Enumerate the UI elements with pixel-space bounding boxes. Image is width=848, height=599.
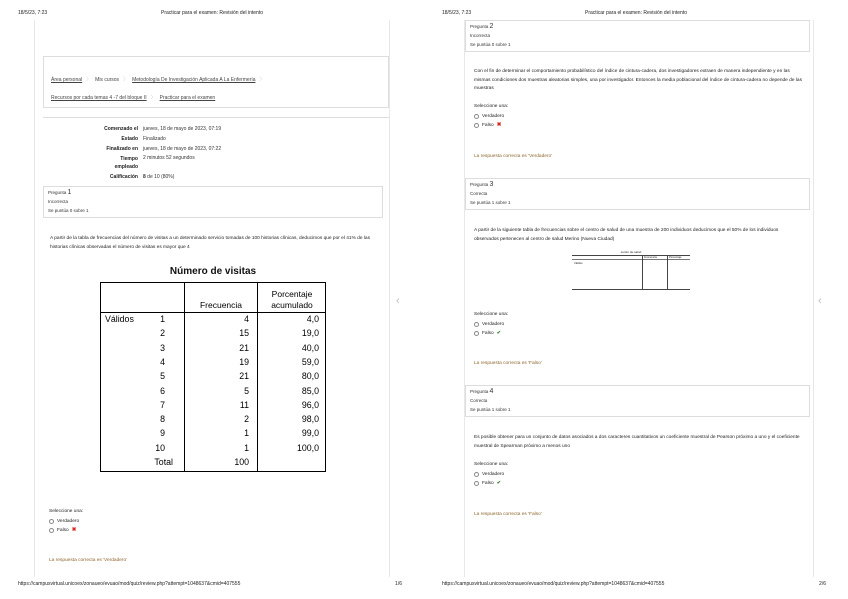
table-cell-frequency: 1 <box>244 442 249 453</box>
feedback: La respuesta correcta es 'Verdadero' <box>49 558 128 563</box>
radio-button[interactable] <box>49 528 54 533</box>
page-number: 1/6 <box>395 581 402 587</box>
table-divider <box>101 312 325 313</box>
question-text: A partir de la tabla de frecuencias del número de visitas a un determinado servicio tomadas de 100 historias clínicas, deducimos que por el 41% de las historias clínicas observadas el número de visitas es mayor que 4 <box>50 236 370 250</box>
summary-key: Calificación <box>109 174 138 180</box>
question-text: Es posible obtener para un conjunto de datos asociados a dos caracteres cuantitativos un coeficiente muestral de Pearson próximo a uno y el coeficiente muestral de Spearman próximo a menos uno <box>474 435 800 449</box>
print-title: Practicar para el examen: Revisión del intento <box>585 10 687 16</box>
table-cell-percent: 85,0 <box>301 385 319 396</box>
question-info <box>43 186 383 218</box>
col-header-frequency: Frecuencia <box>199 300 243 310</box>
breadcrumb-quiz[interactable]: Practicar para el examen <box>159 95 216 101</box>
print-url: https://campusvirtual.unicoex/zonaueo/evuao/mod/quiz/review.php?attempt=1048637&cmid=407555 <box>18 581 241 587</box>
option-false[interactable]: Falso ✔ <box>474 329 508 339</box>
question-info <box>465 385 810 417</box>
select-label: Seleccione una: <box>474 462 509 467</box>
correct-icon: ✔ <box>496 480 501 486</box>
correct-icon: ✔ <box>496 330 501 336</box>
question-number: Pregunta 3 <box>470 181 494 188</box>
select-label: Seleccione una: <box>474 312 509 317</box>
question-mark: Se puntúa 1 sobre 1 <box>470 407 511 412</box>
question-number: Pregunta 1 <box>48 189 72 196</box>
table-cell-value: 1 <box>160 314 165 324</box>
radio-button[interactable] <box>474 123 479 128</box>
print-title: Practicar para el examen: Revisión del intento <box>161 10 263 16</box>
content-frame <box>464 20 814 577</box>
table-cell-percent: 19,0 <box>301 328 319 339</box>
table-cell-frequency: 19 <box>239 356 249 367</box>
print-url: https://campusvirtual.unicoex/zonaueo/evuao/mod/quiz/review.php?attempt=1048637&cmid=407555 <box>442 581 665 587</box>
option-true[interactable]: Verdadero <box>474 320 508 330</box>
breadcrumb <box>43 56 389 108</box>
print-datetime: 18/5/23, 7:23 <box>442 10 472 16</box>
summary-key: Estado <box>121 136 138 142</box>
table-cell-frequency: 4 <box>244 314 249 324</box>
frequency-table <box>100 282 326 472</box>
question-text: A partir de la siguiente tabla de frecuencias sobre el centro de salud de una muestra de 200 individuos deducimos que el 50% de los individuos observados pertenecen al centro de salud Merino (Nueva Ciudad) <box>474 228 779 242</box>
table-cell-value: 9 <box>160 428 165 439</box>
table-cell-value: 5 <box>160 371 165 382</box>
page-number: 2/6 <box>819 581 826 587</box>
table-cell-percent: 4,0 <box>306 314 319 324</box>
breadcrumb-course[interactable]: Metodología De Investigación Aplicada A La Enfermería <box>132 77 256 83</box>
health-center-table-image: centro de salud Frecuencia Porcentaje Válidos <box>572 250 690 290</box>
table-cell-value: 10 <box>155 442 165 453</box>
table-cell-percent: 80,0 <box>301 371 319 382</box>
incorrect-icon: ✖ <box>496 122 502 128</box>
summary-value: jueves, 18 de mayo de 2023, 07:19 <box>143 126 222 132</box>
radio-button[interactable] <box>474 481 479 486</box>
radio-button[interactable] <box>49 519 54 524</box>
option-false[interactable]: Falso ✖ <box>49 526 83 536</box>
question-text: Con el fin de determinar el comportamiento probabilístico del índice de cintura-cadera, dos investigadores extraen de manera independiente y en las mismas condiciones dos muestras aleatorias simples, una por investigador. Entonces la media poblacional del índice de cintura-cadera no depende de las muestras <box>474 69 802 91</box>
table-cell-frequency: 2 <box>244 414 249 425</box>
table-cell-percent: 100,0 <box>296 442 319 453</box>
feedback: La respuesta correcta es 'Falso' <box>474 512 542 517</box>
question-number: Pregunta 2 <box>470 23 494 30</box>
option-true[interactable]: Verdadero <box>49 517 83 527</box>
question-state: Incorrecta <box>48 199 69 204</box>
summary-value: jueves, 18 de mayo de 2023, 07:22 <box>143 146 222 152</box>
answer-block <box>474 460 508 489</box>
chevron-left-icon[interactable]: ‹ <box>396 295 400 307</box>
table-cell-frequency: 15 <box>239 328 249 339</box>
option-false[interactable]: Falso ✔ <box>474 479 508 489</box>
select-label: Seleccione una: <box>49 509 84 514</box>
grade-score: 8 <box>143 174 146 180</box>
question-state: Incorrecta <box>470 33 491 38</box>
answer-block <box>49 507 83 536</box>
question-mark: Se puntúa 0 sobre 1 <box>48 208 89 213</box>
table-cell-percent: 40,0 <box>301 342 319 353</box>
question-info <box>465 20 810 52</box>
breadcrumb-separator-icon: 〉 <box>150 95 156 101</box>
option-true[interactable]: Verdadero <box>474 112 508 122</box>
question-info <box>465 178 810 210</box>
table-cell-percent: 96,0 <box>301 399 319 410</box>
question-mark: Se puntúa 1 sobre 1 <box>470 200 511 205</box>
table-total-label: Total <box>154 457 173 467</box>
summary-value: 2 minutos 52 segundos <box>143 155 195 161</box>
grade-rest: de 10 (80%) <box>147 174 175 180</box>
table-cell-frequency: 21 <box>239 342 249 353</box>
summary-key: Tiempo empleado <box>114 156 138 170</box>
mini-table-title: centro de salud <box>620 250 642 254</box>
table-cell-percent: 59,0 <box>301 356 319 367</box>
table-total-value: 100 <box>234 457 249 467</box>
question-state: Correcta <box>470 191 488 196</box>
breadcrumb-resources[interactable]: Recursos por cada temas 4 -7 del bloque II <box>51 95 147 101</box>
table-cell-value: 8 <box>160 414 165 425</box>
summary-key: Finalizado en <box>106 146 138 152</box>
print-datetime: 18/5/23, 7:23 <box>18 10 48 16</box>
page-2 <box>424 0 848 599</box>
table-cell-value: 7 <box>160 399 165 410</box>
feedback: La respuesta correcta es 'Falso' <box>474 361 542 366</box>
chevron-left-icon[interactable]: ‹ <box>818 295 822 307</box>
table-cell-percent: 99,0 <box>301 428 319 439</box>
table-cell-value: 2 <box>160 328 165 339</box>
table-cell-value: 6 <box>160 385 165 396</box>
attempt-summary <box>43 117 389 185</box>
table-cell-frequency: 1 <box>244 428 249 439</box>
summary-value <box>143 174 174 180</box>
answer-block <box>474 102 508 131</box>
radio-button[interactable] <box>474 114 479 119</box>
table-cell-frequency: 5 <box>244 385 249 396</box>
radio-button[interactable] <box>474 331 479 336</box>
breadcrumb-home[interactable]: Área personal <box>51 77 83 83</box>
summary-key: Comenzado el <box>104 126 138 132</box>
breadcrumb-separator-icon: 〉 <box>259 77 265 83</box>
table-cell-value: 3 <box>160 342 165 353</box>
question-mark: Se puntúa 0 sobre 1 <box>470 42 511 47</box>
table-cell-frequency: 21 <box>239 371 249 382</box>
incorrect-icon: ✖ <box>71 527 77 533</box>
table-cell-frequency: 11 <box>239 399 249 410</box>
option-false[interactable]: Falso ✖ <box>474 121 508 131</box>
table-cell-value: 4 <box>160 356 165 367</box>
answer-block <box>474 310 508 339</box>
breadcrumb-separator-icon: 〉 <box>86 77 92 83</box>
radio-button[interactable] <box>474 322 479 327</box>
summary-value: Finalizado <box>143 136 166 142</box>
question-number: Pregunta 4 <box>470 388 494 395</box>
option-true[interactable]: Verdadero <box>474 470 508 480</box>
breadcrumb-courses[interactable]: Mis cursos <box>95 77 120 83</box>
table-title: Número de visitas <box>169 266 257 277</box>
table-cell-percent: 98,0 <box>301 414 319 425</box>
select-label: Seleccione una: <box>474 104 509 109</box>
col-header-percent: Porcentaje acumulado <box>271 289 313 310</box>
question-state: Correcta <box>470 398 488 403</box>
radio-button[interactable] <box>474 472 479 477</box>
breadcrumb-separator-icon: 〉 <box>123 77 129 83</box>
feedback: La respuesta correcta es 'Verdadero' <box>474 154 553 159</box>
group-label: Válidos <box>105 314 134 324</box>
